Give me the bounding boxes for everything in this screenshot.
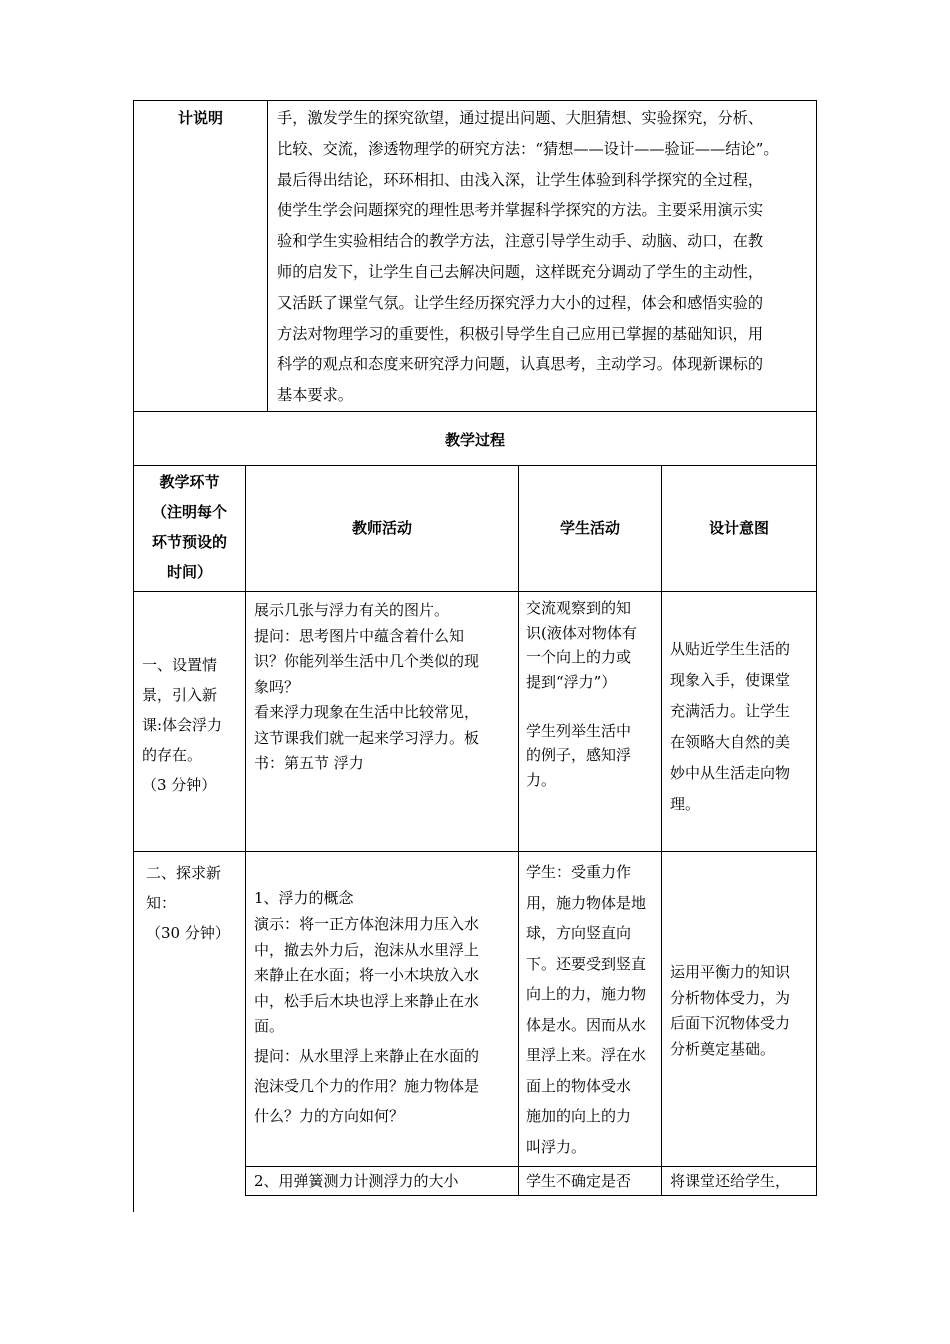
row2-teacher-question	[254, 1041, 516, 1131]
process-title: 教学过程	[444, 431, 505, 449]
design-note-line: 手，激发学生的探究欲望，通过提出问题、大胆猜想、实验探究，分析、	[277, 109, 763, 127]
row2-intent-line: 后面下沉物体受力	[670, 1014, 791, 1032]
design-note-line: 科学的观点和态度来研究浮力问题，认真思考，主动学习。体现新课标的	[277, 355, 763, 374]
design-note-line: 验和学生实验相结合的教学方法，注意引导学生动手、动脑、动口，在教	[277, 232, 763, 251]
row2-student-line: 里浮上来。浮在水	[526, 1046, 647, 1064]
row1-intent-line: 理。	[670, 795, 701, 813]
row1-teacher-line: 书：第五节 浮力	[254, 754, 364, 772]
row2-design-intent	[670, 960, 815, 1062]
row2-segment-line: 知：	[146, 894, 177, 912]
row1-design-intent	[670, 634, 815, 820]
row1-student-line	[526, 694, 660, 719]
row2-demo-line: 面。	[254, 1017, 285, 1035]
row1-intent-line: 现象入手，使课堂	[670, 671, 791, 689]
design-note-text	[277, 103, 812, 411]
design-note-line: 又活跃了课堂气氛。让学生经历探究浮力大小的过程，体会和感悟实验的	[277, 293, 763, 312]
row1-teacher-line: 识？你能列举生活中几个类似的现	[254, 652, 480, 670]
design-note-line: 基本要求。	[277, 386, 353, 405]
header-segment-line: 时间）	[166, 563, 212, 581]
row2-student-line: 向上的力，施力物	[526, 985, 647, 1003]
row1-student-line: 识(液体对物体有	[526, 623, 637, 642]
row1-segment-line: 的存在。	[142, 746, 203, 764]
row-divider-1	[133, 591, 817, 592]
row3-design-intent: 将课堂还给学生，	[670, 1172, 791, 1190]
col-divider-1	[245, 465, 246, 1196]
header-segment-line: 环节预设的	[151, 533, 227, 551]
design-note-line: 最后得出结论，环环相扣、由浅入深，让学生体验到科学探究的全过程，	[277, 170, 763, 189]
row2-question-line: 提问：从水里浮上来静止在水面的	[254, 1047, 480, 1065]
col-divider-2	[518, 465, 519, 1196]
row2-teacher-title: 1、浮力的概念	[254, 889, 354, 907]
design-note-line: 师的启发下，让学生自己去解决问题，这样既充分调动了学生的主动性，	[277, 262, 763, 281]
row1-segment-line: （3 分钟）	[142, 776, 217, 794]
row2-student-line: 施加的向上的力	[526, 1107, 632, 1125]
row2-question-line: 什么？力的方向如何？	[254, 1107, 405, 1125]
table-border-left	[133, 100, 134, 1212]
row2-demo-line: 来静止在水面；将一小木块放入水	[254, 966, 480, 984]
row2-teacher-demo	[254, 912, 516, 1040]
row1-segment	[142, 650, 242, 800]
design-note-line: 比较、交流，渗透物理学的研究方法：“猜想——设计——验证——结论”。	[277, 139, 779, 158]
header-student: 学生活动	[559, 519, 620, 537]
row2-student-line: 下。还要受到竖直	[526, 954, 647, 973]
design-note-label: 计说明	[177, 109, 223, 127]
row1-intent-line: 妙中从生活走向物	[670, 764, 791, 782]
row2-demo-line: 演示：将一正方体泡沫用力压入水	[254, 915, 480, 933]
row2-demo-line: 中，撤去外力后，泡沫从水里浮上	[254, 940, 480, 959]
row2-intent-line: 分析奠定基础。	[670, 1039, 776, 1058]
row1-segment-line: 课:体会浮力	[142, 716, 223, 734]
row1-student-activity	[526, 596, 660, 792]
row1-student-line: 力。	[526, 770, 557, 789]
row-divider-process	[133, 411, 817, 412]
row3-student-activity: 学生不确定是否	[526, 1172, 632, 1190]
row2-intent-line: 分析物体受力，为	[670, 988, 791, 1007]
header-intent: 设计意图	[708, 519, 769, 537]
design-note-line: 使学生学会问题探究的理性思考并掌握科学探究的方法。主要采用演示实	[277, 201, 763, 220]
row1-intent-line: 充满活力。让学生	[670, 702, 791, 720]
row1-student-line: 的例子，感知浮	[526, 746, 632, 764]
row1-student-line: 学生列举生活中	[526, 721, 632, 740]
row2-segment	[146, 858, 244, 948]
header-segment-line: 教学环节	[159, 473, 220, 491]
row2-demo-line: 中，松手后木块也浮上来静止在水	[254, 991, 480, 1010]
row-divider-4	[245, 1195, 817, 1196]
row2-intent-line: 运用平衡力的知识	[670, 963, 791, 981]
row2-student-line: 面上的物体受水	[526, 1076, 632, 1095]
row1-intent-line: 从贴近学生生活的	[670, 640, 791, 658]
row-divider-2	[133, 851, 817, 852]
row1-student-line: 交流观察到的知	[526, 599, 632, 617]
row2-student-line: 球，方向竖直向	[526, 924, 632, 942]
row-divider-header	[133, 465, 817, 466]
header-segment-line: （注明每个	[151, 503, 227, 521]
row1-teacher-line: 看来浮力现象在生活中比较常见，	[254, 703, 480, 721]
row2-student-line: 用，施力物体是地	[526, 893, 647, 912]
table-border-right	[816, 100, 817, 1196]
row1-intent-line: 在领略大自然的美	[670, 733, 791, 751]
row2-segment-line: 二、探求新	[146, 864, 222, 882]
header-segment	[134, 467, 245, 587]
table-border-top	[133, 100, 817, 101]
row2-student-line: 学生：受重力作	[526, 863, 632, 881]
row1-teacher-line: 这节课我们就一起来学习浮力。板	[254, 728, 480, 747]
row1-segment-line: 一、设置情	[142, 656, 218, 674]
row1-teacher-line: 象吗？	[254, 677, 300, 696]
row1-teacher-activity	[254, 598, 516, 777]
row1-teacher-line: 展示几张与浮力有关的图片。	[254, 601, 450, 619]
row2-question-line: 泡沫受几个力的作用？施力物体是	[254, 1077, 480, 1095]
row3-teacher-activity: 2、用弹簧测力计测浮力的大小	[254, 1172, 459, 1190]
col-divider-3	[661, 465, 662, 1196]
row-divider-3	[245, 1166, 817, 1167]
row2-student-activity	[526, 857, 660, 1162]
row1-segment-line: 景，引入新	[142, 686, 218, 704]
design-note-line: 方法对物理学习的重要性，积极引导学生自己应用已掌握的基础知识，用	[277, 324, 763, 343]
row1-teacher-line: 提问：思考图片中蕴含着什么知	[254, 626, 465, 645]
row2-student-line: 叫浮力。	[526, 1137, 587, 1156]
col-divider-note	[267, 100, 268, 411]
row2-segment-line: （30 分钟）	[146, 924, 230, 942]
row1-student-line: 一个向上的力或	[526, 648, 632, 666]
header-teacher: 教师活动	[351, 519, 412, 537]
row1-student-line: 提到“浮力”）	[526, 672, 617, 691]
row2-student-line: 体是水。因而从水	[526, 1015, 647, 1034]
